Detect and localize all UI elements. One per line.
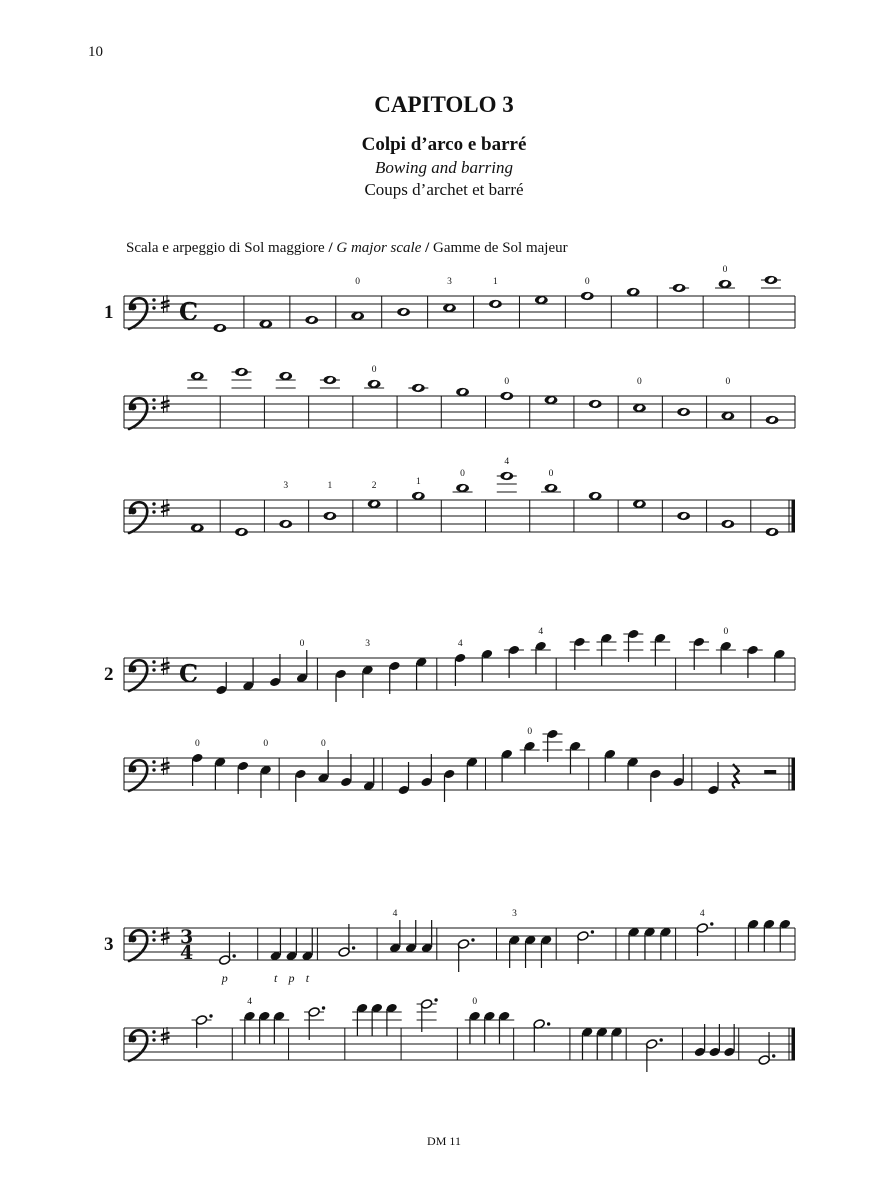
fingering: 0	[725, 377, 731, 387]
note-B3	[604, 749, 616, 782]
bowing-mark: t	[305, 971, 310, 985]
note-G3	[644, 927, 656, 960]
note-D4	[453, 469, 473, 492]
page-number: 10	[88, 44, 103, 60]
fingering: 0	[299, 639, 305, 649]
measure	[570, 629, 676, 690]
note-G3	[628, 927, 640, 960]
dot	[471, 938, 474, 941]
footer-code: DM 11	[427, 1134, 461, 1148]
note-G3	[545, 396, 558, 404]
note-F4	[352, 1003, 372, 1036]
note-F3	[237, 761, 249, 794]
exercise-1-system-2	[124, 365, 795, 429]
exercise-number: 3	[104, 934, 114, 955]
note-B2	[708, 1024, 720, 1057]
fingering: 1	[327, 481, 333, 491]
note-A2	[363, 758, 375, 791]
bass-clef-icon	[129, 660, 156, 691]
fingering: 0	[548, 469, 554, 479]
measure	[335, 639, 437, 702]
note-D3	[457, 938, 474, 972]
note-B3	[501, 749, 513, 782]
dot	[322, 1006, 325, 1009]
note-A3	[581, 277, 594, 300]
note-G3	[466, 757, 478, 790]
note-D3	[335, 669, 347, 702]
exercise-number: 2	[104, 664, 114, 685]
note-B2	[279, 481, 292, 528]
note-A3	[191, 739, 203, 786]
half-rest-icon	[764, 770, 776, 774]
note-F4	[650, 633, 670, 666]
measure	[218, 928, 257, 985]
bowing-mark: t	[273, 971, 278, 985]
note-B3	[589, 492, 602, 500]
measure	[747, 919, 795, 960]
note-E3	[361, 639, 373, 698]
note-G4	[231, 368, 251, 388]
time-signature-common: C	[179, 659, 199, 688]
dot	[772, 1054, 775, 1057]
note-G4	[417, 998, 438, 1032]
note-D3	[649, 769, 661, 802]
note-C3	[721, 377, 734, 420]
bass-clef-icon	[129, 398, 156, 429]
note-C3	[405, 920, 417, 953]
fingering: 2	[371, 481, 377, 491]
note-G4	[497, 457, 517, 492]
fingering: 0	[320, 739, 326, 749]
note-A2	[242, 658, 254, 691]
note-A2	[269, 928, 281, 985]
measure	[338, 924, 377, 960]
note-G4	[542, 729, 562, 762]
note-C4	[743, 645, 763, 678]
note-G3	[214, 757, 226, 790]
fingering: 1	[415, 477, 421, 487]
fingering: 4	[538, 627, 544, 637]
note-D3	[397, 308, 410, 316]
fingering: 0	[263, 739, 269, 749]
note-B3	[456, 388, 469, 396]
fingering: 4	[504, 457, 510, 467]
measure	[508, 909, 556, 968]
measure	[417, 998, 458, 1060]
measure	[235, 500, 264, 536]
note-F4	[367, 1003, 387, 1036]
fingering: 3	[365, 639, 371, 649]
note-B3	[747, 919, 759, 952]
fingering: 0	[371, 365, 377, 375]
exercise-number: 1	[104, 302, 114, 323]
note-A2	[191, 524, 204, 532]
note-E3	[633, 377, 646, 412]
quarter-rest-icon	[733, 764, 739, 788]
fingering: 3	[283, 481, 289, 491]
bass-clef-icon	[129, 760, 156, 791]
note-C4	[669, 284, 689, 292]
note-G2	[766, 528, 779, 536]
measure	[766, 500, 795, 536]
note-A2	[259, 320, 272, 328]
final-barline-thick	[792, 500, 796, 532]
note-A3	[454, 639, 466, 686]
measure	[694, 1024, 739, 1060]
measure	[213, 296, 243, 332]
measure	[352, 1003, 402, 1060]
note-B3	[627, 288, 640, 296]
fingering: 0	[723, 627, 729, 637]
bass-clef-icon	[129, 502, 156, 533]
fingering: 3	[447, 277, 452, 287]
measure	[589, 492, 618, 532]
note-A2	[301, 928, 313, 985]
final-barline-thick	[792, 1028, 796, 1060]
fingering: 4	[392, 909, 398, 919]
note-B2	[269, 654, 281, 687]
measure	[604, 749, 692, 802]
note-D3	[443, 769, 455, 802]
note-C4	[191, 1014, 212, 1048]
bass-clef-icon	[129, 930, 156, 961]
measure	[408, 384, 441, 428]
heading-italian: Scala e arpeggio di Sol maggiore	[126, 240, 325, 256]
bowing-mark: p	[288, 971, 295, 985]
fingering: 0	[722, 265, 728, 275]
bowing-mark: p	[221, 971, 228, 985]
exercise-3-system-1	[104, 909, 795, 985]
note-C3	[296, 639, 308, 683]
fingering: 4	[457, 639, 463, 649]
dot	[434, 998, 437, 1001]
exercise-1-system-1	[104, 265, 795, 332]
bass-clef-icon	[129, 298, 156, 329]
dot	[659, 1038, 662, 1041]
measure	[191, 1014, 232, 1060]
measure	[457, 928, 496, 972]
note-G3	[415, 657, 427, 690]
measure	[645, 1028, 682, 1072]
exercise-2-system-1	[104, 627, 795, 702]
measure	[627, 288, 657, 328]
note-G2	[235, 528, 248, 536]
note-F3	[489, 277, 502, 308]
note-C3	[421, 920, 433, 953]
note-D3	[645, 1038, 662, 1072]
dot	[710, 922, 713, 925]
measure	[669, 284, 703, 328]
dot	[209, 1014, 212, 1017]
note-B3	[533, 1019, 550, 1052]
note-B3	[779, 919, 791, 952]
heading-french: Gamme de Sol majeur	[433, 240, 568, 256]
note-D3	[677, 408, 690, 416]
measure	[398, 754, 486, 802]
note-F4	[276, 372, 296, 388]
note-B2	[723, 1024, 735, 1057]
note-E3	[260, 739, 272, 798]
note-A3	[696, 909, 713, 956]
note-C3	[317, 739, 329, 783]
note-D4	[715, 265, 735, 288]
title-french: Coups d’archet et barré	[364, 180, 524, 199]
note-C4	[408, 384, 428, 392]
note-F3	[388, 661, 400, 694]
measure	[581, 1027, 626, 1060]
fingering: 0	[527, 727, 533, 737]
note-G3	[368, 481, 381, 508]
note-D4	[565, 741, 585, 774]
note-G3	[596, 1027, 608, 1060]
fingering: 1	[493, 277, 498, 287]
note-D4	[480, 1011, 500, 1044]
fingering: 0	[472, 997, 478, 1007]
note-B2	[340, 754, 352, 787]
note-F4	[187, 372, 207, 388]
note-E3	[508, 909, 520, 968]
note-D4	[520, 727, 540, 774]
note-B3	[412, 477, 425, 500]
note-A2	[285, 928, 297, 985]
fingering: 0	[355, 277, 361, 287]
fingering: 0	[504, 377, 510, 387]
note-D3	[294, 769, 306, 802]
note-B2	[766, 416, 779, 424]
note-B3	[481, 649, 493, 682]
title-italian: Colpi d’arco e barré	[361, 134, 527, 155]
exercise-1-system-3	[124, 457, 795, 536]
note-G2	[218, 932, 235, 985]
measure	[191, 739, 279, 798]
dot	[352, 946, 355, 949]
note-E4	[689, 637, 709, 670]
note-D4	[494, 1011, 514, 1044]
note-A3	[500, 377, 513, 400]
measure	[294, 739, 382, 802]
fingering: 0	[584, 277, 590, 287]
heading-separator-2: /	[421, 240, 434, 256]
exercise-3-system-2	[124, 997, 795, 1072]
note-B3	[763, 919, 775, 952]
note-G2	[213, 324, 226, 332]
fingering: 3	[512, 909, 517, 919]
time-signature-numerator: 3	[180, 926, 194, 948]
measure	[231, 368, 264, 428]
dot	[591, 930, 594, 933]
note-G3	[633, 500, 646, 508]
note-E3	[524, 935, 536, 968]
note-C3	[351, 277, 364, 320]
note-B2	[420, 754, 432, 787]
note-B2	[672, 754, 684, 787]
note-D4	[531, 627, 551, 674]
note-D4	[254, 1011, 274, 1044]
note-E4	[304, 1006, 325, 1040]
note-D4	[364, 365, 384, 388]
fingering: 4	[247, 997, 253, 1007]
final-barline-thick	[792, 758, 796, 790]
chapter-title: CAPITOLO 3	[374, 92, 514, 117]
measure	[533, 1019, 570, 1060]
note-D4	[541, 469, 561, 492]
note-B2	[721, 520, 734, 528]
note-G3	[659, 927, 671, 960]
note-D3	[324, 481, 337, 520]
note-B2	[694, 1024, 706, 1057]
fingering: 4	[699, 909, 705, 919]
title-english: Bowing and barring	[375, 158, 513, 177]
measure	[628, 927, 676, 960]
note-F3	[577, 930, 594, 964]
note-D3	[677, 512, 690, 520]
note-F4	[382, 1003, 402, 1036]
heading-separator: /	[324, 240, 337, 256]
measure	[497, 457, 530, 532]
note-G4	[623, 629, 643, 662]
dot	[232, 954, 235, 957]
fingering: 0	[460, 469, 465, 479]
note-E3	[443, 277, 456, 312]
fingering: 0	[637, 377, 642, 387]
note-G2	[215, 662, 227, 695]
note-G2	[707, 762, 719, 795]
time-signature	[180, 926, 193, 964]
note-E4	[570, 637, 590, 670]
fingering: 0	[195, 739, 200, 749]
note-B2	[305, 316, 318, 324]
note-G3	[535, 296, 548, 304]
note-C3	[389, 909, 401, 953]
note-F3	[589, 400, 602, 408]
measure	[215, 639, 317, 695]
time-signature-common: C	[179, 297, 199, 326]
note-B3	[773, 649, 785, 682]
measure	[269, 928, 317, 985]
note-G3	[581, 1027, 593, 1060]
note-G2	[398, 762, 410, 795]
note-D4	[269, 1011, 289, 1044]
bass-clef-icon	[129, 1030, 156, 1061]
note-G3	[611, 1027, 623, 1060]
note-E4	[320, 376, 340, 388]
time-signature-denominator: 4	[180, 942, 194, 964]
dot	[547, 1022, 550, 1025]
note-D4	[716, 627, 736, 674]
note-F4	[596, 633, 616, 666]
measure	[577, 928, 616, 964]
heading-english: G major scale	[336, 240, 422, 256]
exercise-2-system-2	[124, 727, 795, 802]
measure	[456, 388, 485, 428]
note-G3	[627, 757, 639, 790]
note-C4	[504, 645, 524, 678]
note-E3	[540, 935, 552, 968]
note-E4	[761, 276, 781, 288]
